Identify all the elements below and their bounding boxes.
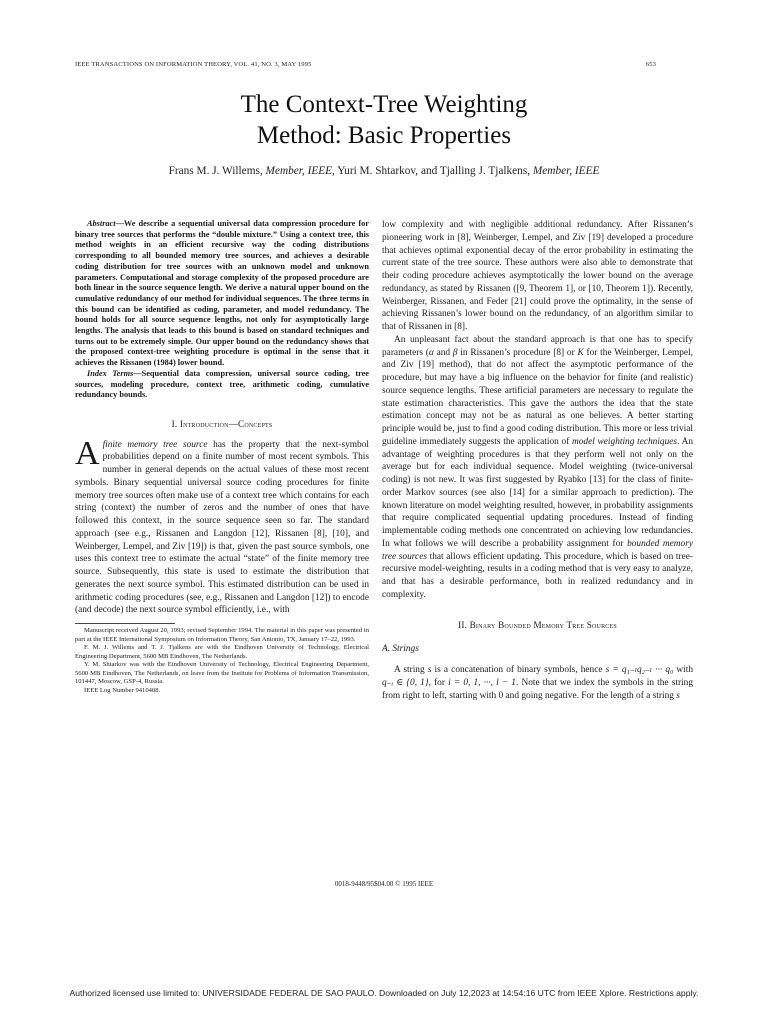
abstract-text: —We describe a sequential universal data compression procedure for binary tree sources that performs the “double mixture.” Using a context tree, this method weights in an efficient recursive way the coding distributions corresponding to all bounded memory tree sources, and achieves a desirable coding distribution for tree sources with an unknown model and unknown parameters. Computational and storage complexity of the proposed procedure are both linear in the source sequence length. We derive a natural upper bound on the cumulative redundancy of our method for individual sequences. The three terms in this bound can be identified as coding, parameter, and model redundancy. The bound holds for all source sequence lengths, not only for asymptotically large lengths. The analysis that leads to this bound is based on standard techniques and turns out to be extremely simple. Our upper bound on the redundancy shows that the proposed context-tree weighting procedure is optimal in the sense that it achieves the Rissanen (1984) lower bound.	[75, 219, 369, 368]
subsection-strings-heading: A. Strings	[382, 644, 419, 655]
model-weighting-term: model weighting techniques	[572, 436, 678, 447]
drop-cap: A	[75, 434, 100, 472]
author-3-membership: Member, IEEE	[532, 165, 600, 177]
page-number: 653	[645, 61, 656, 68]
alpha-symbol: α	[428, 347, 434, 358]
index-range-math: i = 0, 1, ···, l − 1	[448, 677, 516, 688]
index-terms-label: Index Terms	[87, 368, 134, 378]
footnote-affiliation-2: Y. M. Shtarkov was with the Eindhoven University of Technology, Electrical Engineering Department, 5600 MB Eindhoven, The Netherlands, on leave from the Institute for Problems of Information Transmission, 101447, Moscow, GSP-4, Russia.	[75, 661, 369, 686]
strings-paragraph	[382, 664, 693, 702]
footnote-divider	[75, 623, 175, 624]
author-2-3-names: , Yuri M. Shtarkov, and Tjalling J. Tjalkens,	[332, 165, 533, 177]
footnote-manuscript: Manuscript received August 20, 1993; revised September 1994. The material in this paper was presented in part at the IEEE International Symposium on Information Theory, San Antonio, TX, January 17–22, 1993.	[75, 627, 369, 643]
author-list	[75, 165, 693, 177]
strings-text-b: is a concatenation of binary symbols, hence	[431, 665, 606, 675]
right-paragraph-1: low complexity and with negligible additional redundancy. After Rissanen’s pioneering work in [8], Weinberger, Lempel, and Ziv [19] developed a procedure that achieves optimal exponential decay of the error probability in estimating the current state of the tree source. These authors were also able to demonstrate that their coding procedure achieves asymptotically the lower bound on the average redundancy, as stated by Rissanen ([9, Theorem 1], or [10, Theorem 1]). Recently, Weinberger, Rissanen, and Feder [21] could prove the optimality, in the sense of achieving Rissanen’s lower bound on the redundancy, of an algorithm similar to that of Rissanen in [8].	[382, 220, 693, 332]
index-terms-text: —Sequential data compression, universal source coding, tree sources, modeling procedure, context tree, arithmetic coding, cumulative redundancy bounds.	[75, 368, 369, 400]
strings-text-a: A string	[394, 665, 428, 675]
beta-symbol: β	[452, 347, 458, 358]
journal-name: IEEE TRANSACTIONS ON INFORMATION THEORY, VOL. 41, NO. 3, MAY 1995	[75, 61, 312, 68]
title-line-1: The Context-Tree Weighting	[240, 91, 528, 118]
string-definition-math: s = q₁₋ₗq₂₋ₗ ··· q₀	[605, 665, 674, 675]
copyright-line: 0018-9448/95$04.00 © 1995 IEEE	[334, 880, 434, 888]
abstract-label: Abstract	[87, 219, 116, 228]
intro-italic-term: finite memory tree source	[102, 439, 208, 450]
string-symbol: s	[427, 665, 432, 675]
running-header	[75, 61, 656, 68]
paper-title	[75, 90, 693, 151]
abstract	[75, 219, 369, 369]
right-paragraph-2	[382, 334, 693, 602]
footnote-log-number: IEEE Log Number 9410408.	[84, 686, 161, 694]
license-footer: Authorized licensed use limited to: UNIVERSIDADE FEDERAL DE SAO PAULO. Downloaded on July 12,2023 at 14:54:16 UTC from IEEE Xplore. Restrictions apply.	[69, 988, 699, 998]
p2-text-c: in Rissanen’s procedure [8] or	[457, 347, 578, 358]
p2-text-e: . An advantage of weighting procedures is that they perform well not only on the average but for each individual sequence. Model weighting (twice-universal coding) is not new. It was first suggested by Ryabko [13] for the class of finite-order Markov sources (see also [14] for a similar approach to prediction). The known literature on model weighting resulted, however, in probability assignments that require complicated sequential updating procedures. Instead of finding implementable coding methods one concentrated on achieving low redundancies. In what follows we will describe a probability assignment for	[382, 436, 693, 549]
left-column	[75, 219, 369, 695]
footnotes	[75, 627, 369, 695]
p2-text-d: for the Weinberger, Lempel, and Ziv [19] method), that do not affect the asymptotic performance of the procedure, but may have a big influence on the behavior for finite (and realistic) source sequence lengths. These artificial parameters are necessary to regulate the state estimation characteristics. This gave the authors the idea that the state estimation concept may not be as natural as one believes. A better starting principle would be, just to find a good coding distribution. This more or less trivial guideline immediately suggests the application of	[382, 347, 694, 447]
author-1-name: Frans M. J. Willems,	[168, 165, 266, 177]
p2-text-f: that allows efficient updating. This procedure, which is based on tree-recursive model-weighting, results in a coding method that is very easy to analyze, and that has a desirable performance, both in realized redundancy and in complexity.	[382, 551, 694, 600]
footnote-affiliation-1: F. M. J. Willems and T. J. Tjalkens are with the Eindhoven University of Technology, Electrical Engineering Department, 5600 MB Eindhoven, The Netherlands.	[75, 644, 369, 660]
index-terms	[75, 369, 369, 401]
strings-text-d: , for	[428, 677, 449, 688]
title-line-2: Method: Basic Properties	[256, 121, 512, 149]
symbol-set-math: q₋ᵢ ∈ {0, 1}	[382, 677, 429, 688]
section-1-heading: I. Introduction—Concepts	[171, 418, 273, 429]
author-1-membership: Member, IEEE	[265, 165, 333, 177]
intro-paragraph	[75, 434, 369, 618]
p2-text-b: and	[433, 347, 453, 358]
intro-text: has the property that the next-symbol probabilities depend on a finite number of most recent symbols. This number in general depends on the actual values of these most recent symbols. Binary sequential universal source coding procedures for finite memory tree sources often make use of a context tree which contains for each string (context) the number of zeros and the number of ones that have followed this context, in the source sequence seen so far. The standard approach (see e.g., Rissanen and Langdon [12], Rissanen [8], [10], and Weinberger, Lempel, and Ziv [19]) is that, given the past source symbols, one uses this context tree to estimate the actual “state” of the finite memory tree source. Subsequently, this state is used to estimate the distribution that generates the next source symbol. This estimated distribution can be used in arithmetic coding procedures (see, e.g., Rissanen and Langdon [12]) to encode (and decode) the next source symbol efficiently, i.e., with	[75, 439, 369, 616]
k-symbol: K	[577, 347, 584, 358]
right-column	[382, 219, 693, 702]
string-symbol-2: s	[676, 690, 680, 701]
section-2-heading: II. Binary Bounded Memory Tree Sources	[458, 619, 617, 630]
p2-text-a: An unpleasant fact about the standard approach is that one has to specify parameters (	[382, 334, 693, 358]
strings-text-e: . Note that we index the symbols in the string from right to left, starting with 0 and going negative. For the length of a string	[382, 677, 693, 701]
bounded-memory-term: bounded memory tree sources	[382, 538, 693, 562]
strings-text-c: with	[673, 665, 694, 675]
